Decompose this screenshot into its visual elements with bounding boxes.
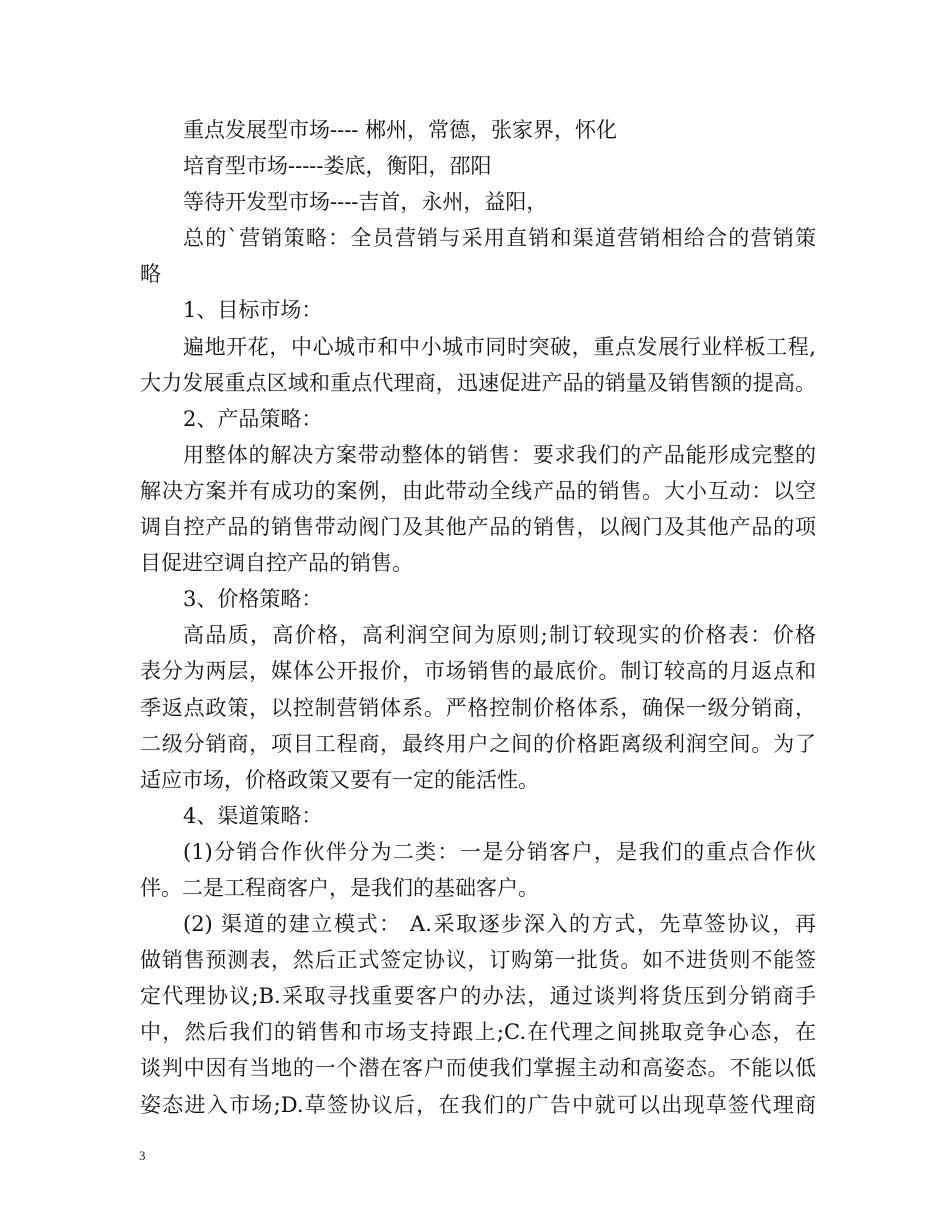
text-line: 培育型市场-----娄底，衡阳，邵阳 [183, 154, 492, 179]
text-line: 3、价格策略： [183, 587, 323, 612]
text-line: 姿态进入市场;D.草签协议后，在我们的广告中就可以出现草签代理商 [140, 1092, 816, 1117]
text-line: 解决方案并有成功的案例，由此带动全线产品的销售。大小互动：以空 [140, 478, 816, 503]
document-body [140, 112, 816, 1123]
text-line: 遍地开花，中心城市和中小城市同时突破，重点发展行业样板工程, [183, 334, 816, 359]
text-line: 略 [140, 262, 161, 287]
text-line: 等待开发型市场----吉首，永州，益阳， [183, 190, 548, 215]
text-line: 季返点政策，以控制营销体系。严格控制价格体系，确保一级分销商， [140, 695, 816, 720]
text-line: 2、产品策略： [183, 406, 323, 431]
text-line: 谈判中因有当地的一个潜在客户而使我们掌握主动和高姿态。不能以低 [140, 1056, 816, 1081]
text-line: 做销售预测表，然后正式签定协议，订购第一批货。如不进货则不能签 [140, 948, 816, 973]
text-line: 用整体的解决方案带动整体的销售：要求我们的产品能形成完整的 [183, 442, 816, 467]
text-line: 中，然后我们的销售和市场支持跟上;C.在代理之间挑取竞争心态，在 [140, 1020, 816, 1045]
text-line: 定代理协议;B.采取寻找重要客户的办法，通过谈判将货压到分销商手 [140, 984, 816, 1009]
text-line: 表分为两层，媒体公开报价，市场销售的最底价。制订较高的月返点和 [140, 659, 816, 684]
text-line: 高品质，高价格，高利润空间为原则;制订较现实的价格表：价格 [183, 623, 816, 648]
text-line: 伴。二是工程商客户，是我们的基础客户。 [140, 875, 539, 900]
text-line: (2) 渠道的建立模式： A.采取逐步深入的方式，先草签协议，再 [183, 912, 816, 937]
text-line: 4、渠道策略： [183, 803, 323, 828]
text-line: 二级分销商，项目工程商，最终用户之间的价格距离级利润空间。为了 [140, 731, 816, 756]
text-line: 1、目标市场： [183, 298, 323, 323]
text-line: 大力发展重点区域和重点代理商，迅速促进产品的销量及销售额的提高。 [140, 370, 816, 395]
text-line: 适应市场，价格政策又要有一定的能活性。 [140, 767, 539, 792]
text-line: (1)分销合作伙伴分为二类：一是分销客户，是我们的重点合作伙 [183, 839, 816, 864]
text-line: 目促进空调自控产品的销售。 [140, 551, 413, 576]
text-line: 调自控产品的销售带动阀门及其他产品的销售，以阀门及其他产品的项 [140, 515, 816, 540]
page-number: 3 [139, 1148, 146, 1163]
text-line: 重点发展型市场---- 郴州，常德，张家界，怀化 [183, 118, 618, 142]
text-line: 总的`营销策略：全员营销与采用直销和渠道营销相给合的营销策 [183, 226, 816, 251]
